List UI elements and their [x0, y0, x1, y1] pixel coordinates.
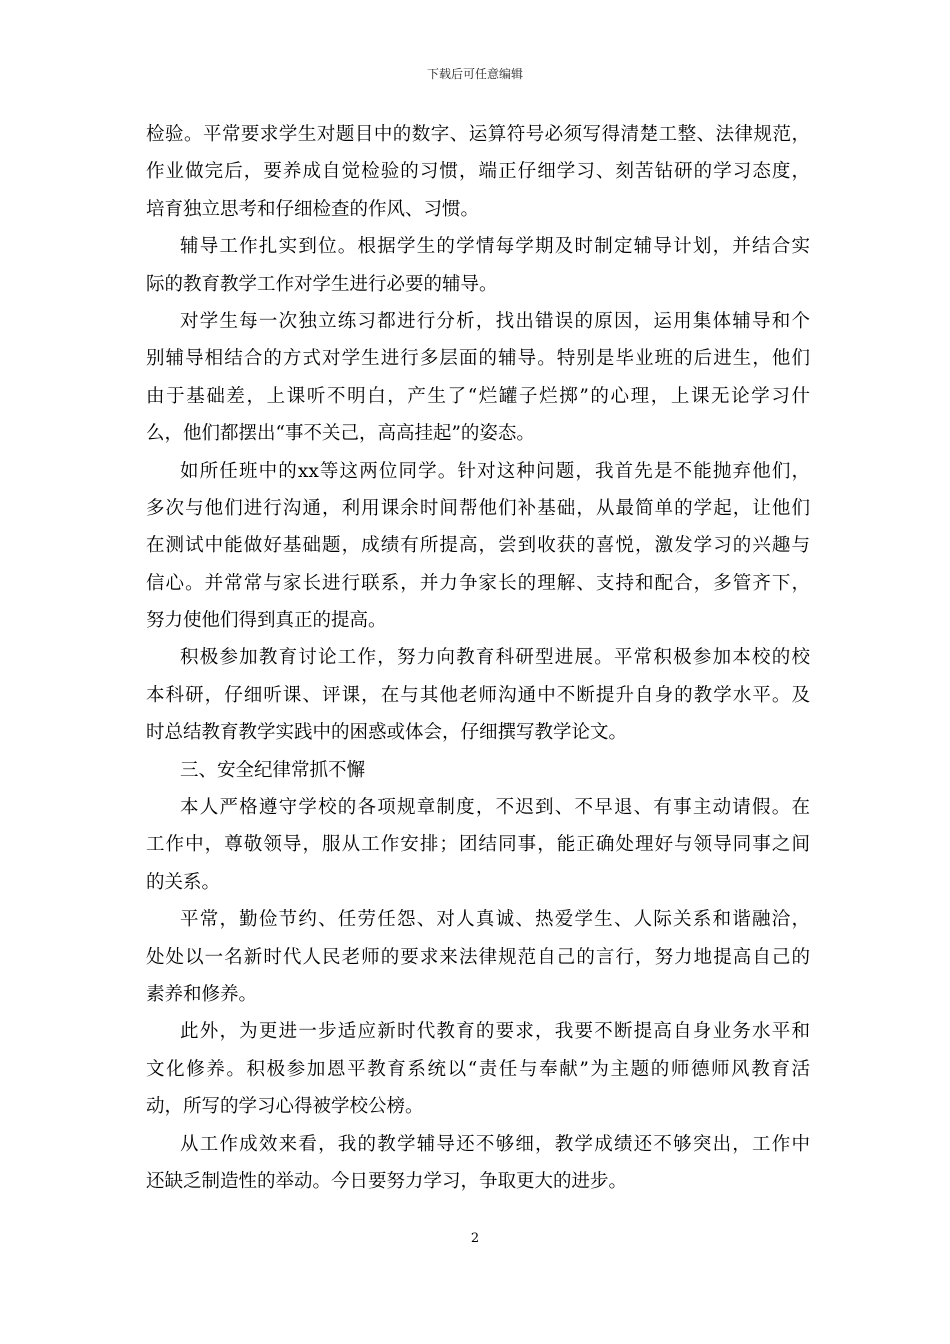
page-header: 下载后可任意编辑 — [426, 67, 523, 81]
text-line: 工作中，尊敬领导，服从工作安排；团结同事，能正确处理好与领导同事之间 — [146, 834, 810, 856]
text-line: 对学生每一次独立练习都进行分析，找出错误的原因，运用集体辅导和个 — [180, 310, 810, 332]
text-line: 本科研，仔细听课、评课，在与其他老师沟通中不断提升自身的教学水平。及 — [146, 684, 810, 706]
text-line: 素养和修养。 — [146, 983, 258, 1005]
text-line: 动，所写的学习心得被学校公榜。 — [146, 1096, 424, 1118]
text-line: 别辅导相结合的方式对学生进行多层面的辅导。特别是毕业班的后进生，他们 — [146, 348, 810, 370]
text-line: 辅导工作扎实到位。根据学生的学情每学期及时制定辅导计划，并结合实 — [180, 236, 810, 258]
text-line: 作业做完后，要养成自觉检验的习惯，端正仔细学习、刻苦钻研的学习态度， — [146, 161, 810, 183]
text-line: 的关系。 — [146, 871, 221, 893]
text-line: 积极参加教育讨论工作，努力向教育科研型进展。平常积极参加本校的校 — [180, 647, 810, 669]
text-line: 多次与他们进行沟通，利用课余时间帮他们补基础，从最简单的学起，让他们 — [146, 497, 810, 519]
text-line: 培育独立思考和仔细检查的作风、习惯。 — [146, 198, 480, 220]
section-heading: 三、安全纪律常抓不懈 — [180, 759, 366, 781]
text-line: 么，他们都摆出“事不关己，高高挂起”的姿态。 — [146, 423, 535, 445]
text-line: 信心。并常常与家长进行联系，并力争家长的理解、支持和配合，多管齐下， — [146, 572, 810, 594]
text-line: 由于基础差，上课听不明白，产生了“烂罐子烂掷”的心理，上课无论学习什 — [146, 385, 810, 407]
page-number: 2 — [470, 1231, 480, 1246]
text-line: 如所任班中的xx等这两位同学。针对这种问题，我首先是不能抛弃他们， — [180, 460, 810, 482]
text-line: 在测试中能做好基础题，成绩有所提高，尝到收获的喜悦，激发学习的兴趣与 — [146, 535, 810, 557]
text-line: 际的教育教学工作对学生进行必要的辅导。 — [146, 273, 498, 295]
text-line: 文化修养。积极参加恩平教育系统以“责任与奉献”为主题的师德师风教育活 — [146, 1058, 810, 1080]
text-line: 处处以一名新时代人民老师的要求来法律规范自己的言行，努力地提高自己的 — [146, 946, 810, 968]
text-line: 从工作成效来看，我的教学辅导还不够细，教学成绩还不够突出，工作中 — [180, 1133, 810, 1155]
text-line: 还缺乏制造性的举动。今日要努力学习，争取更大的进步。 — [146, 1170, 628, 1192]
text-line: 本人严格遵守学校的各项规章制度，不迟到、不早退、有事主动请假。在 — [180, 797, 810, 819]
text-line: 此外，为更进一步适应新时代教育的要求，我要不断提高自身业务水平和 — [180, 1021, 810, 1043]
document-body — [146, 116, 810, 1200]
text-line: 努力使他们得到真正的提高。 — [146, 610, 387, 632]
text-line: 平常，勤俭节约、任劳任怨、对人真诚、热爱学生、人际关系和谐融洽， — [180, 909, 810, 931]
text-line: 检验。平常要求学生对题目中的数字、运算符号必须写得清楚工整、法律规范， — [146, 124, 810, 145]
text-line: 时总结教育教学实践中的困惑或体会，仔细撰写教学论文。 — [146, 722, 628, 744]
